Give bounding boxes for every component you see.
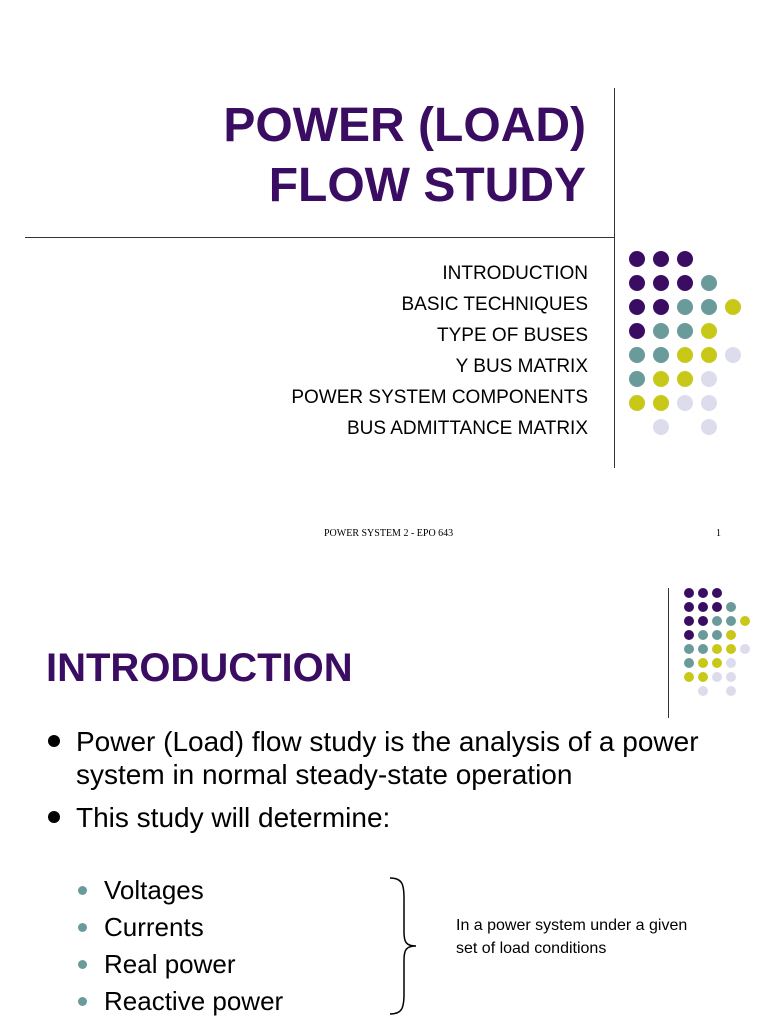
sub-bullet-text: Reactive power bbox=[104, 986, 284, 1016]
decorative-dot bbox=[684, 616, 694, 626]
decorative-dot bbox=[677, 395, 693, 411]
decorative-dot bbox=[629, 395, 645, 411]
sub-bullet-item bbox=[76, 983, 283, 1020]
vertical-divider bbox=[614, 88, 615, 468]
decorative-dot bbox=[726, 644, 736, 654]
decorative-dot bbox=[684, 658, 694, 668]
decorative-dot bbox=[698, 644, 708, 654]
toc-item: BUS ADMITTANCE MATRIX bbox=[346, 418, 588, 439]
decorative-dot bbox=[684, 630, 694, 640]
sub-bullet-dot-icon bbox=[78, 997, 87, 1006]
decorative-dot bbox=[726, 672, 736, 682]
slide-footer: POWER SYSTEM 2 - EPO 643 bbox=[324, 528, 454, 539]
decorative-dot bbox=[629, 299, 645, 315]
vertical-divider bbox=[668, 588, 669, 718]
sub-bullet-dot-icon bbox=[78, 960, 87, 969]
decorative-dot bbox=[684, 602, 694, 612]
bullet-dot-icon bbox=[48, 811, 60, 823]
decorative-dot bbox=[701, 395, 717, 411]
bullet-item bbox=[46, 801, 716, 834]
sub-bullet-text: Real power bbox=[104, 949, 236, 979]
toc-item: BASIC TECHNIQUES bbox=[401, 294, 588, 315]
decorative-dot bbox=[701, 347, 717, 363]
bullet-list bbox=[46, 725, 716, 844]
decorative-dot bbox=[740, 644, 750, 654]
decorative-dot bbox=[698, 616, 708, 626]
decorative-dot bbox=[677, 251, 693, 267]
decorative-dot bbox=[677, 323, 693, 339]
decorative-dot bbox=[726, 616, 736, 626]
decorative-dot bbox=[698, 658, 708, 668]
decorative-dot bbox=[726, 658, 736, 668]
decorative-dot bbox=[701, 299, 717, 315]
decorative-dot bbox=[653, 275, 669, 291]
decorative-dot bbox=[653, 251, 669, 267]
decorative-dot bbox=[698, 630, 708, 640]
toc-item: Y BUS MATRIX bbox=[455, 356, 588, 377]
sub-bullet-dot-icon bbox=[78, 923, 87, 932]
decorative-dot bbox=[726, 686, 736, 696]
decorative-dot bbox=[684, 672, 694, 682]
decorative-dot bbox=[677, 299, 693, 315]
decorative-dot bbox=[677, 371, 693, 387]
title-line-2: FLOW STUDY bbox=[268, 159, 586, 212]
table-of-contents bbox=[291, 258, 588, 444]
decorative-dot bbox=[712, 658, 722, 668]
decorative-dot bbox=[698, 686, 708, 696]
decorative-dot bbox=[740, 616, 750, 626]
decorative-dot bbox=[701, 323, 717, 339]
decorative-dot bbox=[712, 672, 722, 682]
decorative-dot bbox=[701, 419, 717, 435]
sub-bullet-item bbox=[76, 909, 283, 946]
decorative-dot bbox=[677, 275, 693, 291]
sub-bullet-text: Currents bbox=[104, 912, 204, 942]
bullet-text: Power (Load) flow study is the analysis of a power system in normal steady-state operation bbox=[76, 726, 699, 790]
sub-bullet-text: Voltages bbox=[104, 875, 204, 905]
right-curly-brace-icon bbox=[386, 876, 422, 1016]
decorative-dot bbox=[725, 299, 741, 315]
decorative-dot bbox=[629, 251, 645, 267]
slide-heading: INTRODUCTION bbox=[46, 646, 353, 690]
decorative-dot bbox=[653, 395, 669, 411]
bullet-text: This study will determine: bbox=[76, 802, 391, 833]
sub-bullet-item bbox=[76, 946, 283, 983]
decorative-dot bbox=[653, 323, 669, 339]
decorative-dot bbox=[726, 630, 736, 640]
sub-bullet-list bbox=[76, 872, 283, 1020]
decorative-dot bbox=[712, 588, 722, 598]
introduction-slide bbox=[0, 560, 768, 1024]
decorative-dot bbox=[712, 630, 722, 640]
decorative-dot bbox=[653, 371, 669, 387]
page-number: 1 bbox=[716, 528, 721, 539]
decorative-dot bbox=[725, 347, 741, 363]
decorative-dot bbox=[698, 588, 708, 598]
decorative-dot bbox=[701, 275, 717, 291]
decorative-dot bbox=[653, 347, 669, 363]
decorative-dot bbox=[698, 672, 708, 682]
decorative-dot bbox=[653, 299, 669, 315]
bullet-item bbox=[46, 725, 716, 791]
horizontal-divider bbox=[25, 237, 615, 238]
toc-item: POWER SYSTEM COMPONENTS bbox=[291, 387, 588, 408]
decorative-dot bbox=[629, 347, 645, 363]
decorative-dot bbox=[629, 323, 645, 339]
decorative-dot bbox=[712, 602, 722, 612]
sub-bullet-dot-icon bbox=[78, 886, 87, 895]
toc-item: INTRODUCTION bbox=[442, 263, 588, 284]
decorative-dot bbox=[712, 644, 722, 654]
title-line-1: POWER (LOAD) bbox=[223, 99, 586, 152]
decorative-dot bbox=[712, 616, 722, 626]
toc-item: TYPE OF BUSES bbox=[437, 325, 588, 346]
bullet-dot-icon bbox=[48, 735, 60, 747]
decorative-dot bbox=[629, 371, 645, 387]
decorative-dot bbox=[677, 347, 693, 363]
sub-bullet-item bbox=[76, 872, 283, 909]
decorative-dot bbox=[701, 371, 717, 387]
decorative-dot bbox=[629, 275, 645, 291]
decorative-dot bbox=[653, 419, 669, 435]
side-note: In a power system under a given set of load conditions bbox=[456, 917, 688, 957]
decorative-dot bbox=[684, 588, 694, 598]
decorative-dot bbox=[726, 602, 736, 612]
slide-title bbox=[223, 96, 586, 216]
decorative-dot bbox=[684, 644, 694, 654]
decorative-dot bbox=[698, 602, 708, 612]
